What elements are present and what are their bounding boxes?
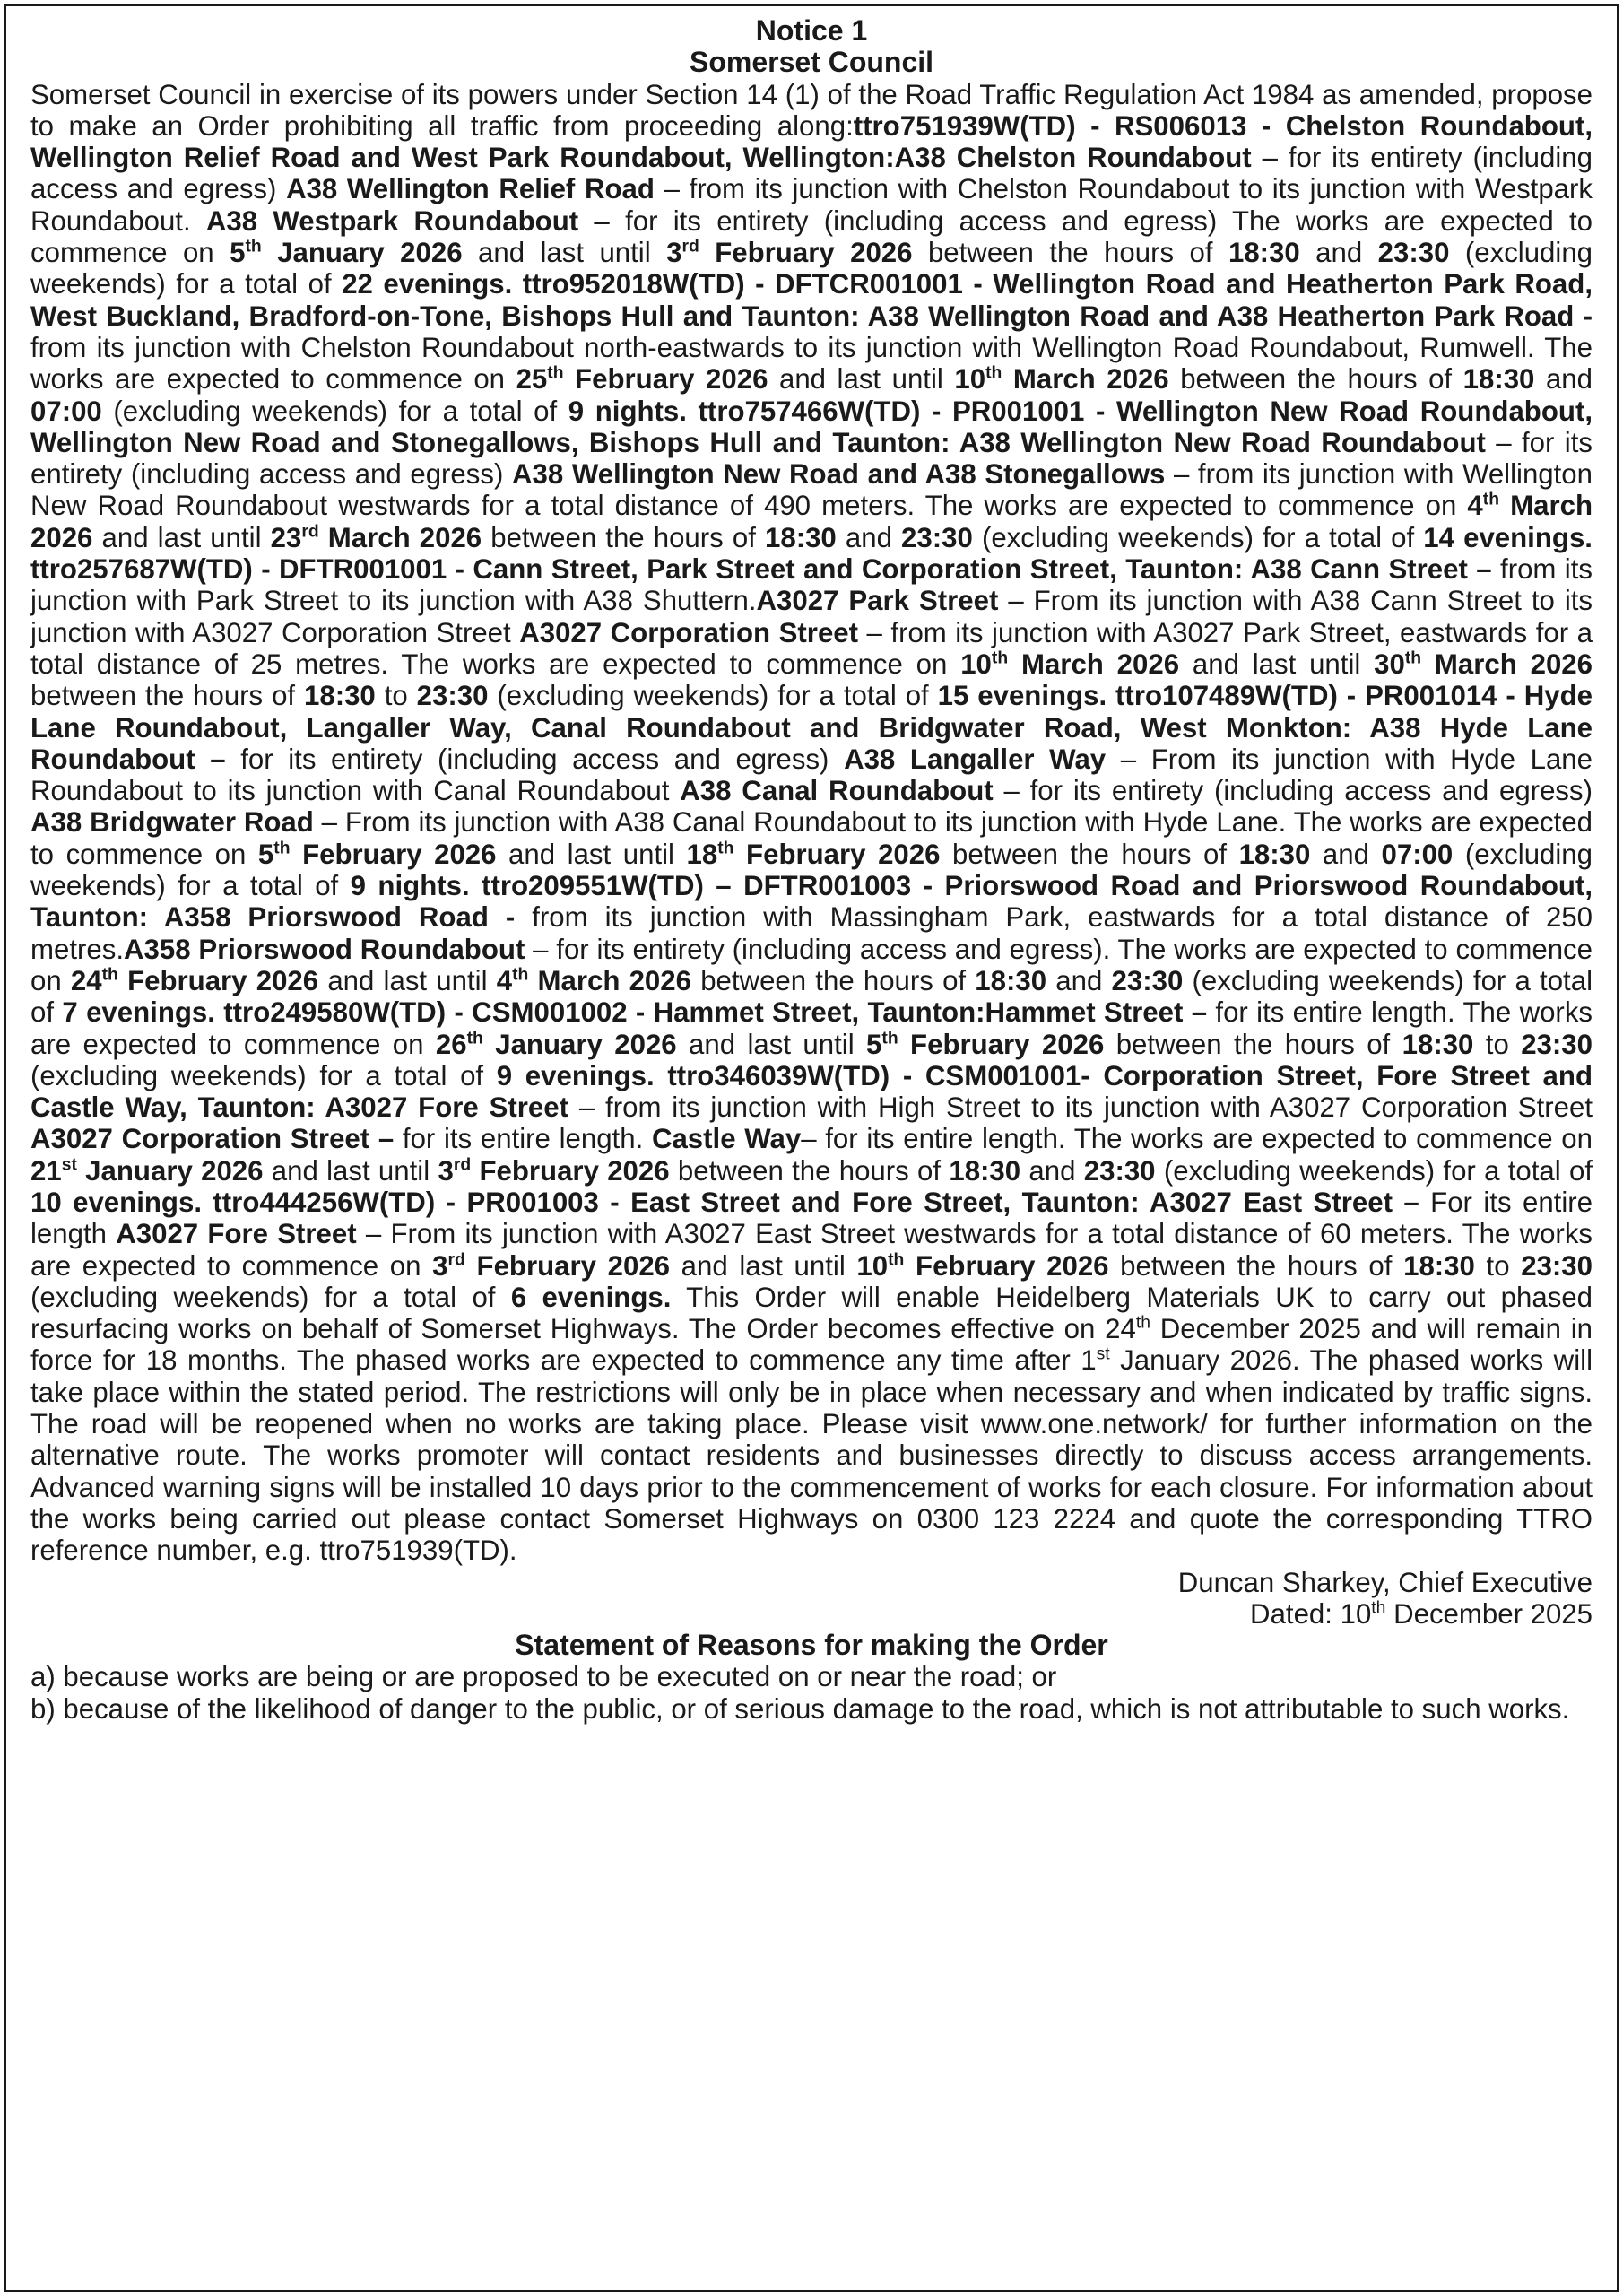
text-run: and last until (92, 521, 271, 553)
bold-text-run: 5 (230, 237, 246, 269)
ordinal-suffix: th (985, 362, 1002, 383)
reason-a: a) because works are being or are proposed to be executed on or near the road; or (30, 1661, 1057, 1693)
text-run: and last until (676, 1028, 867, 1060)
reasons-title: Statement of Reasons for making the Order (515, 1629, 1108, 1662)
notice-body (30, 79, 1593, 1567)
text-run: and (836, 521, 902, 553)
text-run: between the hours of (482, 521, 765, 553)
text-run: (excluding weekends) for a total of (1155, 1154, 1593, 1187)
ordinal-suffix: th (991, 648, 1009, 668)
text-run: between the hours of (30, 680, 305, 712)
bold-text-run: 23:30 (1083, 1154, 1156, 1187)
bold-text-run: 18:30 (975, 964, 1047, 996)
bold-text-run: 30 (1374, 648, 1405, 680)
bold-text-run: February 2026 (904, 1249, 1109, 1282)
bold-text-run: A3027 Park Street (756, 585, 999, 617)
ordinal-suffix: th (512, 964, 529, 985)
text-run: to (1474, 1249, 1522, 1282)
ordinal-suffix: th (1482, 490, 1500, 510)
bold-text-run: 9 evenings. ttro346039W(TD) - CSM001001- Corporation Street, Fore Street and Castle Way, Taunton: A3027 Fore Street (30, 1059, 1593, 1124)
bold-text-run: January 2026 (76, 1154, 264, 1187)
bold-text-run: A38 Langaller Way (844, 743, 1107, 775)
bold-text-run: 07:00 (30, 395, 102, 427)
ordinal-suffix: th (888, 1249, 905, 1270)
text-run: and (1299, 237, 1378, 269)
bold-text-run: 5 (257, 838, 274, 870)
bold-text-run: 10 (954, 363, 986, 396)
bold-text-run: 10 (960, 648, 992, 680)
text-run: – From its junction with A3027 East Street westwards for a total distance of 60 meters. The works are expected to commence on (30, 1218, 1593, 1282)
text-run: (excluding weekends) for a total of (972, 521, 1424, 553)
date-ordinal: th (1371, 1597, 1386, 1618)
text-run: – for its entirety (including access and egress). The works are expected to commence on (30, 933, 1593, 996)
text-run: and (1534, 363, 1593, 396)
signature-date (30, 1598, 1593, 1630)
text-run: to (1473, 1028, 1522, 1060)
bold-text-run: 18:30 (1238, 838, 1311, 870)
bold-text-run: 26 (435, 1028, 467, 1060)
signature-name: Duncan Sharkey, Chief Executive (1177, 1566, 1593, 1598)
text-run: and last until (670, 1249, 857, 1282)
text-run: – From its junction with Hyde Lane Roundabout to its junction with Canal Roundabout (30, 743, 1593, 807)
bold-text-run: March 2026 (318, 521, 482, 553)
bold-text-run: 3 (666, 237, 682, 269)
bold-text-run: A3027 Corporation Street (519, 616, 859, 648)
ordinal-suffix: rd (301, 521, 319, 542)
text-run: between the hours of (1168, 363, 1463, 396)
text-run: and last until (263, 1154, 438, 1187)
text-run: between the hours of (690, 964, 976, 996)
bold-text-run: 18:30 (1403, 1249, 1475, 1282)
bold-text-run: February 2026 (898, 1028, 1105, 1060)
bold-text-run: 22 evenings. ttro952018W(TD) - DFTCR001001 - Wellington Road and Heatherton Park Road, West Buckland, Bradford-on-Tone, Bishops Hull and Taunton: A38 Wellington Road and A38 Heatherton Park Road - (30, 268, 1593, 332)
bold-text-run: Castle Way (651, 1123, 802, 1155)
reason-b: b) because of the likelihood of danger to the public, or of serious damage to the road, which is not attributable to such works. (30, 1692, 1570, 1725)
text-run: for its entire length. (394, 1123, 652, 1155)
bold-text-run: February 2026 (471, 1154, 670, 1187)
bold-text-run: 18:30 (1402, 1028, 1474, 1060)
bold-text-run: 25 (516, 363, 548, 396)
bold-text-run: 18:30 (304, 680, 376, 712)
bold-text-run: 18:30 (1228, 237, 1300, 269)
bold-text-run: March 2026 (1421, 648, 1593, 680)
bold-text-run: 18:30 (765, 521, 837, 553)
bold-text-run: 21 (30, 1154, 62, 1187)
text-run: from its junction with Park Street to its junction with A38 Shuttern. (30, 553, 1593, 617)
bold-text-run: 15 evenings. ttro107489W(TD) - PR001014 - Hyde Lane Roundabout, Langaller Way, Canal Roundabout and Bridgwater Road, West Monkton: A38 Hyde Lane Roundabout – (30, 680, 1593, 775)
text-run: – for its entirety (including access and egress) (30, 426, 1593, 491)
bold-text-run: 10 (856, 1249, 889, 1282)
bold-text-run: 9 nights. ttro209551W(TD) – DFTR001003 - Priorswood Road and Priorswood Roundabout, Taunton: A358 Priorswood Road - (30, 870, 1593, 934)
bold-text-run: 18:30 (1462, 363, 1535, 396)
bold-text-run: March 2026 (1002, 363, 1169, 396)
text-run: and (1046, 964, 1112, 996)
ordinal-suffix: th (1135, 1312, 1150, 1333)
bold-text-run: 4 (496, 964, 513, 996)
text-run: – from its junction with Chelston Roundabout to its junction with Westpark Roundabout. (30, 173, 1593, 237)
bold-text-run: February 2026 (699, 237, 913, 269)
text-run: – for its entirety (including access and egress) (30, 142, 1593, 205)
text-run: (excluding weekends) for a total of (488, 680, 938, 712)
ordinal-suffix: st (61, 1154, 77, 1175)
text-run: (excluding weekends) for a total of (30, 964, 1593, 1029)
bold-text-run: February 2026 (290, 838, 497, 870)
text-run: December 2025 and will remain in force for 18 months. The phased works are expected to commence any time after 1 (30, 1313, 1593, 1377)
text-run: This Order will enable Heidelberg Materials UK to carry out phased resurfacing works on behalf of Somerset Highways. The Order becomes effective on 24 (30, 1281, 1593, 1345)
text-run: January 2026. The phased works will take place within the stated period. The restrictions will only be in place when necessary and when indicated by traffic signs. The road will be reopened when no works are taking place. Please visit www.one.network/ for further information on the alternative route. The works promoter will contact residents and businesses directly to discuss access arrangements. Advanced warning signs will be installed 10 days prior to the commencement of works for each closure. For information about the works being carried out please contact Somerset Highways on 0300 123 2224 and quote the corresponding TTRO reference number, e.g. ttro751939(TD). (30, 1344, 1593, 1567)
text-run: and last until (768, 363, 955, 396)
ordinal-suffix: th (466, 1028, 483, 1048)
text-run: and last until (318, 964, 497, 996)
text-run: (excluding weekends) for a total of (30, 1059, 497, 1091)
bold-text-run: A38 Bridgwater Road (30, 806, 314, 839)
bold-text-run: 23:30 (416, 680, 489, 712)
bold-text-run: A38 Canal Roundabout (680, 775, 994, 807)
text-run: – for its entirety (including access and egress) The works are expected to commence on (30, 204, 1593, 269)
bold-text-run: A3027 Corporation Street – (30, 1123, 395, 1155)
text-run: and last until (462, 237, 667, 269)
text-run: and (1020, 1154, 1084, 1187)
text-run: – From its junction with A38 Cann Street to its junction with A3027 Corporation Street (30, 585, 1593, 648)
text-run: between the hours of (940, 838, 1239, 870)
ordinal-suffix: th (717, 838, 734, 858)
text-run: for its entire length. The works are expected to commence on (30, 996, 1593, 1060)
bold-text-run: 4 (1467, 490, 1483, 522)
bold-text-run: A38 Wellington New Road and A38 Stonegallows (511, 458, 1166, 491)
ordinal-suffix: th (101, 964, 118, 985)
text-run: and last until (496, 838, 687, 870)
bold-text-run: 07:00 (1381, 838, 1454, 870)
text-run: – From its junction with A38 Canal Roundabout to its junction with Hyde Lane. The works are expected to commence on (30, 806, 1593, 870)
text-run: – for its entire length. The works are expected to commence on (801, 1123, 1593, 1155)
bold-text-run: 23:30 (901, 521, 973, 553)
text-run: and last until (1179, 648, 1375, 680)
text-run: and (1310, 838, 1382, 870)
text-run: (excluding weekends) for a total of (30, 237, 1593, 300)
bold-text-run: ttro751939W(TD) - RS006013 - Chelston Roundabout, Wellington Relief Road and West Park Roundabout, Wellington:A38 Chelston Roundabout (30, 109, 1593, 174)
bold-text-run: 6 evenings. (510, 1281, 672, 1313)
bold-text-run: 23:30 (1377, 237, 1450, 269)
text-run: between the hours of (912, 237, 1228, 269)
ordinal-suffix: th (245, 236, 262, 257)
text-run: For its entire length (30, 1186, 1593, 1250)
text-run: between the hours of (1108, 1249, 1404, 1282)
bold-text-run: 23:30 (1521, 1028, 1593, 1060)
text-run: between the hours of (1104, 1028, 1402, 1060)
bold-text-run: 3 (438, 1154, 454, 1187)
bold-text-run: 14 evenings. ttro257687W(TD) - DFTR001001 - Cann Street, Park Street and Corporation Street, Taunton: A38 Cann Street – (30, 521, 1593, 586)
ordinal-suffix: th (273, 838, 291, 858)
bold-text-run: A3027 Fore Street (116, 1218, 357, 1250)
bold-text-run: 3 (432, 1249, 448, 1282)
council-name: Somerset Council (689, 46, 934, 79)
date-prefix: Dated: 10 (1250, 1597, 1372, 1630)
bold-text-run: March 2026 (528, 964, 691, 996)
bold-text-run: February 2026 (117, 964, 319, 996)
bold-text-run: A358 Priorswood Roundabout (123, 933, 525, 965)
ordinal-suffix: th (1404, 648, 1422, 668)
text-run: (excluding weekends) for a total of (30, 1281, 511, 1313)
bold-text-run: 23:30 (1521, 1249, 1593, 1282)
bold-text-run: 18:30 (949, 1154, 1021, 1187)
text-run: to (375, 680, 417, 712)
bold-text-run: February 2026 (464, 1249, 671, 1282)
text-run: between the hours of (669, 1154, 950, 1187)
bold-text-run: 23:30 (1111, 964, 1184, 996)
bold-text-run: A38 Wellington Relief Road (286, 173, 655, 205)
ordinal-suffix: rd (453, 1154, 472, 1175)
ordinal-suffix: th (547, 362, 564, 383)
text-run: – from its junction with High Street to its junction with A3027 Corporation Street (568, 1091, 1593, 1124)
bold-text-run: March 2026 (1008, 648, 1180, 680)
ordinal-suffix: rd (447, 1249, 465, 1270)
ordinal-suffix: th (881, 1028, 898, 1048)
bold-text-run: January 2026 (482, 1028, 677, 1060)
bold-text-run: A38 Westpark Roundabout (205, 204, 579, 237)
text-run: – for its entirety (including access and egress) (993, 775, 1593, 807)
text-run: – from its junction with A3027 Park Street, eastwards for a total distance of 25 metres. The works are expected to commence on (30, 616, 1593, 680)
bold-text-run: 18 (686, 838, 718, 870)
bold-text-run: March 2026 (30, 490, 1593, 553)
bold-text-run: 5 (866, 1028, 882, 1060)
text-run: for its entirety (including access and egress) (225, 743, 845, 775)
bold-text-run: 23 (270, 521, 302, 553)
date-suffix: December 2025 (1385, 1597, 1593, 1630)
bold-text-run: 9 nights. ttro757466W(TD) - PR001001 - Wellington New Road Roundabout, Wellington New Road and Stonegallows, Bishops Hull and Taunton: A38 Wellington New Road Roundabout (30, 395, 1593, 458)
bold-text-run: January 2026 (261, 237, 463, 269)
notice-number: Notice 1 (755, 14, 868, 47)
ordinal-suffix: st (1096, 1344, 1110, 1365)
public-notice (4, 4, 1619, 2292)
text-run: from its junction with Massingham Park, eastwards for a total distance of 250 metres. (30, 901, 1593, 965)
text-run: (excluding weekends) for a total of (101, 395, 568, 427)
bold-text-run: February 2026 (733, 838, 941, 870)
text-run: – from its junction with Wellington New Road Roundabout westwards for a total distance of 490 meters. The works are expected to commence on (30, 458, 1593, 522)
ordinal-suffix: rd (681, 236, 699, 257)
bold-text-run: February 2026 (563, 363, 768, 396)
bold-text-run: 10 evenings. ttro444256W(TD) - PR001003 - East Street and Fore Street, Taunton: A3027 East Street – (30, 1186, 1419, 1218)
bold-text-run: 7 evenings. ttro249580W(TD) - CSM001002 - Hammet Street, Taunton:Hammet Street – (62, 996, 1208, 1029)
text-run: (excluding weekends) for a total of (30, 838, 1593, 902)
text-run: Somerset Council in exercise of its powers under Section 14 (1) of the Road Traffic Regulation Act 1984 as amended, propose to make an Order prohibiting all traffic from proceeding along: (30, 78, 1593, 142)
bold-text-run: 24 (70, 964, 102, 996)
text-run: from its junction with Chelston Roundabout north-eastwards to its junction with Wellington Road Roundabout, Rumwell. The works are expected to commence on (30, 331, 1593, 396)
